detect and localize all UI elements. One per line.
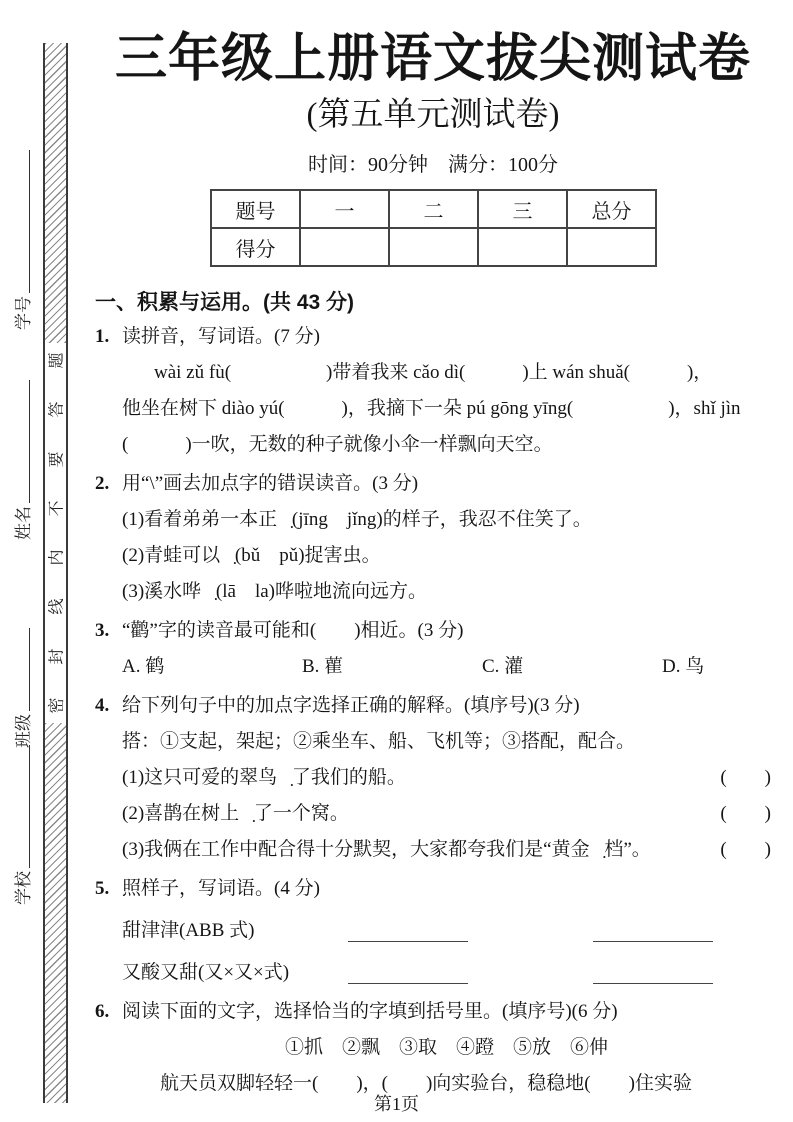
student-id-blank — [29, 150, 30, 293]
score-header-cell: 二 — [389, 190, 478, 228]
answer-parens: ( ) — [720, 839, 771, 861]
school-blank — [29, 745, 30, 868]
question-4-number: 4. — [95, 695, 110, 717]
question-4 — [95, 688, 771, 868]
student-name-text: 姓名 — [14, 506, 33, 540]
question-4-item-text: (2)喜鹊在树上搭̣了一个窝。 — [122, 803, 349, 825]
score-empty-cell — [567, 228, 656, 266]
answer-parens: ( ) — [720, 803, 771, 825]
question-5 — [95, 871, 771, 991]
write-blank-line — [593, 941, 713, 942]
question-4-text: 给下列句子中的加点字选择正确的解释。(填序号)(3 分) — [122, 695, 580, 717]
question-5-row — [95, 949, 771, 991]
question-4-item — [95, 796, 771, 832]
seal-char: 要 — [48, 451, 66, 468]
question-6-text: 阅读下面的文字，选择恰当的字填到括号里。(填序号)(6 分) — [122, 1001, 618, 1023]
question-4-item — [95, 832, 771, 868]
question-6-number: 6. — [95, 1001, 110, 1023]
score-empty-cell — [478, 228, 567, 266]
question-4-item — [95, 760, 771, 796]
word-example: 甜津津(ABB 式) — [122, 920, 255, 942]
student-name-blank — [29, 380, 30, 503]
score-empty-cell — [300, 228, 389, 266]
class-text: 班级 — [14, 714, 33, 748]
class-blank — [29, 628, 30, 711]
question-4-definition: 搭：①支起，架起；②乘坐车、船、飞机等；③搭配，配合。 — [122, 731, 636, 753]
seal-hatch-top — [45, 43, 66, 343]
score-header-cell: 总分 — [567, 190, 656, 228]
question-2-item: (2)青蛙可以捕̣(bǔ pǔ)捉害虫。 — [122, 545, 381, 567]
school-text: 学校 — [14, 871, 33, 905]
word-example: 又酸又甜(又×又×式) — [122, 962, 290, 984]
write-blank-line — [348, 941, 468, 942]
class-label — [10, 628, 34, 748]
question-5-text: 照样子，写词语。(4 分) — [122, 878, 320, 900]
write-blank-line — [348, 983, 468, 984]
question-6 — [95, 994, 771, 1102]
seal-char: 线 — [48, 598, 66, 615]
seal-text — [45, 343, 66, 723]
student-id-text: 学号 — [14, 296, 33, 330]
score-header-cell: 题号 — [211, 190, 300, 228]
answer-parens: ( ) — [720, 767, 771, 789]
question-5-number: 5. — [95, 878, 110, 900]
question-3-options — [95, 649, 771, 685]
student-name-label — [10, 380, 34, 540]
question-2-number: 2. — [95, 473, 110, 495]
question-list — [95, 319, 771, 1102]
exam-meta: 时间：90分钟 满分：100分 — [308, 154, 558, 177]
seal-char: 不 — [48, 500, 66, 517]
seal-char: 内 — [48, 549, 66, 566]
option-d: D. 鸟 — [662, 656, 705, 678]
question-2-item: (1)看着弟弟一本正经̣(jīng jǐng)的样子，我忍不住笑了。 — [122, 509, 592, 531]
score-empty-cell — [389, 228, 478, 266]
seal-char: 答 — [48, 401, 66, 418]
question-1-number: 1. — [95, 326, 110, 348]
score-table-score-row — [211, 228, 656, 266]
score-row-label: 得分 — [211, 228, 300, 266]
question-5-row — [95, 907, 771, 949]
question-1-text: 读拼音，写词语。(7 分) — [122, 326, 320, 348]
school-label — [10, 745, 34, 905]
question-3-number: 3. — [95, 620, 110, 642]
question-4-item-text: (3)我俩在工作中配合得十分默契，大家都夸我们是“黄金搭̣档”。 — [122, 839, 651, 861]
footer-page-number: 第1页 — [374, 1094, 419, 1114]
question-2-item: (3)溪水哗啦̣(lā la)哗啦地流向远方。 — [122, 581, 428, 603]
score-table-header-row — [211, 190, 656, 228]
score-header-cell: 三 — [478, 190, 567, 228]
question-1 — [95, 319, 771, 463]
question-2 — [95, 466, 771, 610]
option-b: B. 雚 — [302, 656, 344, 678]
question-4-item-text: (1)这只可爱的翠鸟搭̣了我们的船。 — [122, 767, 406, 789]
main-content — [95, 0, 771, 1102]
question-6-choices: ①抓 ②飘 ③取 ④蹬 ⑤放 ⑥伸 — [284, 1037, 608, 1059]
question-1-line: 他坐在树下 diào yú( )，我摘下一朵 pú gōng yīng( )，shǐ jìn — [122, 398, 741, 420]
seal-char: 封 — [48, 648, 66, 665]
seal-char: 密 — [48, 697, 66, 714]
question-6-passage: 航天员双脚轻轻一( )，( )向实验台，稳稳地( )住实验 — [160, 1073, 692, 1095]
score-table — [210, 189, 657, 267]
question-1-line: wài zǔ fù( )带着我来 cǎo dì( )上 wán shuǎ( )， — [154, 362, 713, 384]
page-title: 三年级上册语文拔尖测试卷 — [114, 30, 751, 88]
option-c: C. 灌 — [482, 656, 524, 678]
student-id-label — [10, 150, 34, 330]
seal-hatch-bottom — [45, 723, 66, 1103]
seal-char: 题 — [48, 352, 66, 369]
page-subtitle: (第五单元测试卷) — [306, 96, 560, 133]
section-1-heading: 一、积累与运用。(共 43 分) — [95, 291, 355, 315]
option-a: A. 鹤 — [122, 656, 165, 678]
seal-line-band — [43, 43, 68, 1103]
score-header-cell: 一 — [300, 190, 389, 228]
question-3 — [95, 613, 771, 685]
question-3-text: “鹳”字的读音最可能和( )相近。(3 分) — [122, 620, 464, 642]
question-2-text: 用“\”画去加点字的错误读音。(3 分) — [122, 473, 419, 495]
question-1-line: ( )一吹，无数的种子就像小伞一样飘向天空。 — [122, 434, 553, 456]
write-blank-line — [593, 983, 713, 984]
